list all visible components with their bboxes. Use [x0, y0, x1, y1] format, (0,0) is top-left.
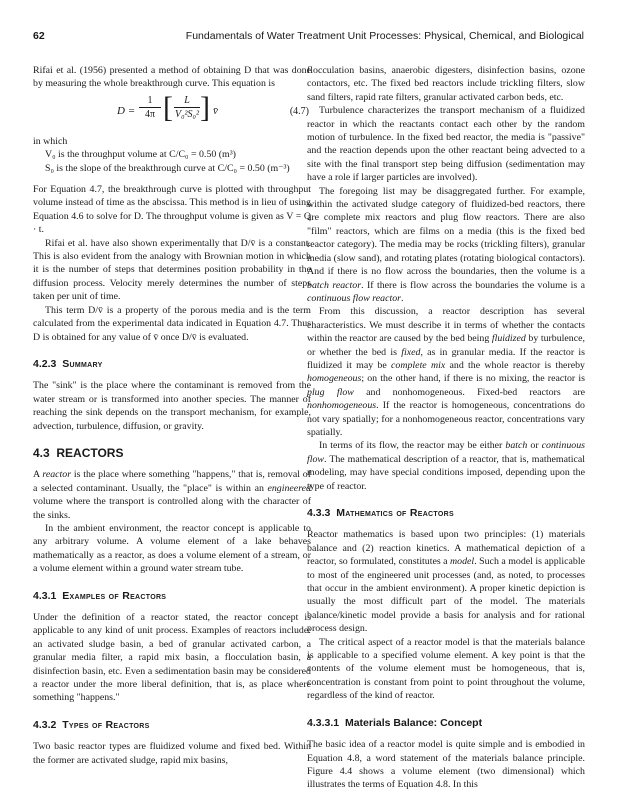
- equation-number: (4.7): [289, 105, 309, 117]
- paragraph: For Equation 4.7, the breakthrough curve is plotted with throughput volume instead of time as the abscissa. This method is in lieu of using Equation 4.6 to solve for D. The throughput volume is given as V = Q · t.: [33, 184, 311, 236]
- equation-lhs: D =: [117, 104, 136, 117]
- right-column: [307, 64, 585, 792]
- paragraph: The critical aspect of a reactor model is that the materials balance is applicable to a specified volume element. A key point is that the contents of the volume element must be homogeneous, that is, concentration is constant from point to point throughout the volume, regardless of the kind of reactor.: [307, 636, 585, 702]
- paragraph: The "sink" is the place where the contaminant is removed from the water stream or is transformed into another species. The manner of reaching the sink depends on the transport mechanism, for example, advection, turbulence, diffusion, or gravity.: [33, 380, 311, 432]
- paragraph: A reactor is the place where something "happens," that is, removal of a selected contaminant. Usually, the "place" is within an engineered volume where the transport is controlled along with the character of the sinks.: [33, 469, 311, 521]
- paragraph: In terms of its flow, the reactor may be either batch or continuous flow. The mathematical description of a reactor, that is, mathematical modeling, may have special conditions imposed, depending upon the type of reactor.: [307, 440, 586, 492]
- left-bracket: [: [163, 90, 173, 124]
- paragraph: Rifai et al. have also shown experimentally that D/v̄ is a constant. This is also evident from the analogy with Brownian motion in which it is the number of steps that determines position probability in the diffusion process. Velocity merely determines the number of steps taken per unit of time.: [33, 237, 311, 303]
- section-heading-4-3-3: 4.3.3 Mathematics of Reactors: [307, 507, 454, 519]
- paragraph: Rifai et al. (1956) presented a method of obtaining D that was done by measuring the whole breakthrough curve. This equation is: [33, 65, 311, 90]
- paragraph: Reactor mathematics is based upon two principles: (1) materials balance and (2) reaction kinetics. A mathematical depiction of a reactor, so formulated, constitutes a model. Such a model is applicable to most of the engineered unit processes (and, as noted, to processes that occur in the ambient environment). A proper kinetic depiction is usually the most difficult part of the model. The materials balance/kinetic model provide a basis for analysis and for rational process design.: [307, 529, 585, 635]
- definition-item: V₀ is the throughput volume at C/C₀ = 0.50 (m³): [45, 149, 236, 161]
- equation-coefficient: $\frac{1}{4\pi}$: [139, 94, 161, 122]
- equation-tail: v̄: [213, 104, 218, 117]
- section-heading-4-3-2: 4.3.2 Types of Reactors: [33, 718, 150, 731]
- paragraph: Two basic reactor types are fluidized volume and fixed bed. Within the former are activated sludge, rapid mix basins,: [33, 741, 311, 766]
- paragraph: Turbulence characterizes the transport mechanism of a fluidized reactor in which the reactants contact each other by the random motion of turbulence. In the fixed bed reactor, the media is "passive" and the reaction depends upon the other reactant being advected to a site with the final transport step being diffusion (sedimentation may have a role if larger particles are involved).: [307, 105, 585, 184]
- left-column: [33, 64, 311, 767]
- running-title: Fundamentals of Water Treatment Unit Processes: Physical, Chemical, and Biological: [185, 30, 584, 42]
- definitions-list: [45, 148, 311, 175]
- section-heading-4-3: 4.3 REACTORS: [33, 445, 124, 460]
- equation-4-7: [33, 91, 311, 135]
- paragraph: The basic idea of a reactor model is quite simple and is embodied in Equation 4.8, a word statement of the materials balance principle. Figure 4.4 shows a volume element (two dimensional) which illustrates the terms of Equation 4.8. In this: [307, 739, 585, 791]
- right-bracket: ]: [200, 90, 210, 124]
- paragraph: From this discussion, a reactor description has several characteristics. We must describe it in terms of whether the contacts within the reactor are caused by the bed being fluidized by turbulence, or whether the bed is fixed, as in granular media. If the reactor is fluidized it may be complete mix and the whole reactor is thereby homogeneous; on the other hand, if there is no mixing, the reactor is plug flow and nonhomogeneous. Fixed-bed reactors are nonhomogeneous. If the reactor is homogeneous, concentrations do not vary spatially; for a nonhomogeneous reactor, concentrations vary spatially.: [307, 306, 585, 438]
- section-heading-4-3-3-1: 4.3.3.1 Materials Balance: Concept: [307, 716, 483, 729]
- page-header: [33, 30, 584, 46]
- paragraph: This term D/v̄ is a property of the porous media and is the term calculated from the experimental data indicated in Equation 4.7. Thus D is obtained for any value of v̄ once D/v̄ is evaluated.: [33, 304, 311, 343]
- paragraph: The foregoing list may be disaggregated further. For example, within the activated sludge category of fluidized-bed reactors, there are complete mix reactors and plug flow reactors. There are also "film" reactors, which are films on a media (this is the fixed bed reactor category). The media may be rocks (trickling filters), granular media (slow sand), and rotating plates (rotating biological contactors). And if there is no flow across the boundaries, then the volume is a batch reactor. If there is flow across the boundaries the volume is a continuous flow reactor.: [307, 185, 585, 304]
- paragraph: In the ambient environment, the reactor concept is applicable to any arbitrary volume. A volume element of a lake behaves mathematically as a reactor, as does a volume element of a stream, or a volume element within a ground water stream tube.: [33, 522, 311, 575]
- page-number: 62: [33, 30, 45, 42]
- in-which-label: in which: [33, 135, 68, 147]
- definition-item: S₀ is the slope of the breakthrough curve at C/C₀ = 0.50 (m⁻³): [45, 162, 290, 174]
- paragraph: flocculation basins, anaerobic digesters, disinfection basins, ozone contactors, etc. The fixed bed reactors include trickling filters, slow sand filters, rapid rate filters, granular activated carbon beds, etc.: [307, 65, 585, 103]
- paragraph: Under the definition of a reactor stated, the reactor concept is applicable to any kind of unit process. Examples of reactors include: an activated sludge basin, a bed of granular activated carbon, a granular media filter, a rapid mix basin, a flocculation basin, a disinfection basin, etc. Even a sedimentation basin may be considered a reactor under the more liberal definition, that is, as place where something "happens.": [33, 612, 311, 704]
- section-heading-4-2-3: 4.2.3 Summary: [33, 357, 103, 370]
- equation-inner-fraction: $\frac{L}{\text{V₀²S₀²}}$: [174, 94, 200, 121]
- section-heading-4-3-1: 4.3.1 Examples of Reactors: [33, 589, 167, 602]
